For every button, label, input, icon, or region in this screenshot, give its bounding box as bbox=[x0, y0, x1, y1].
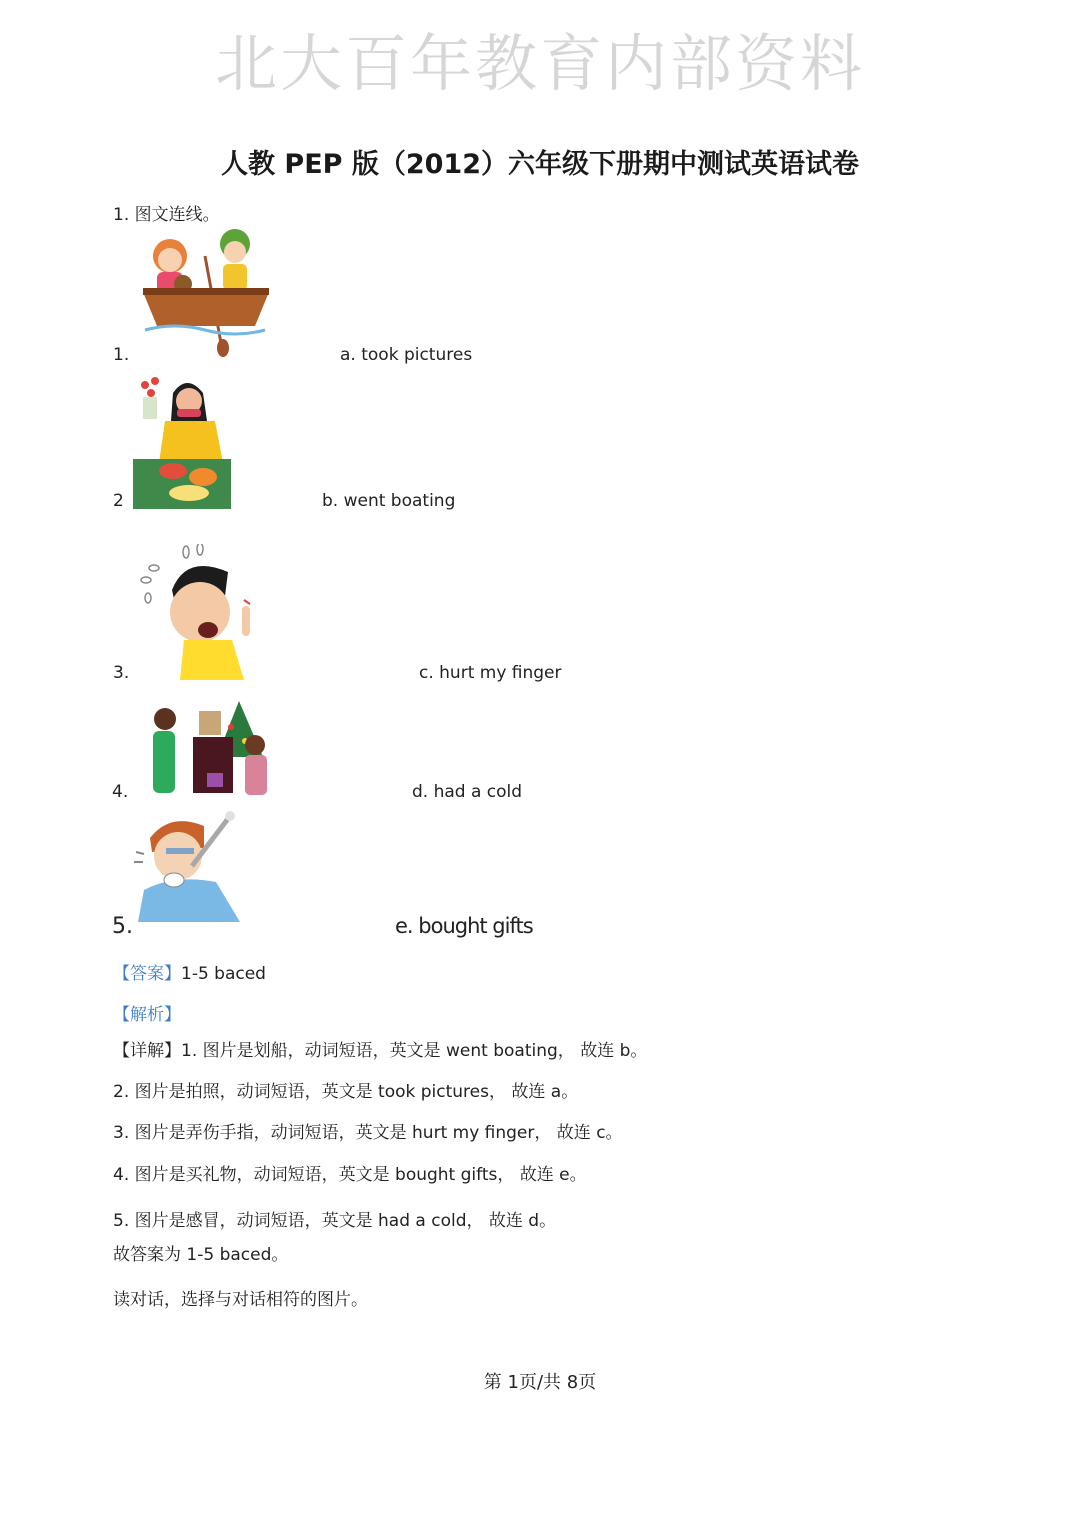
match-option-b: b. went boating bbox=[322, 491, 456, 511]
match-option-d: d. had a cold bbox=[412, 782, 523, 802]
cold-image bbox=[134, 808, 244, 926]
buying-gifts-image bbox=[147, 697, 271, 799]
detail-line-4: 4. 图片是买礼物，动词短语，英文是 bought gifts， 故连 e。 bbox=[113, 1165, 587, 1185]
page-footer: 第 1页/共 8页 bbox=[483, 1372, 597, 1393]
question-heading: 1. 图文连线。 bbox=[113, 205, 220, 225]
answer-text: 1-5 baced bbox=[181, 964, 266, 984]
watermark: 北大百年教育内部资料 bbox=[214, 27, 865, 100]
match-number-3: 3. bbox=[113, 663, 130, 683]
match-number-1: 1. bbox=[113, 345, 130, 365]
match-option-c: c. hurt my finger bbox=[419, 663, 562, 683]
detail-line-2: 2. 图片是拍照，动词短语，英文是 took pictures， 故连 a。 bbox=[113, 1082, 579, 1102]
boating-children-image bbox=[135, 226, 275, 358]
page-title: 人教 PEP 版（2012）六年级下册期中测试英语试卷 bbox=[221, 149, 859, 180]
match-number-5: 5. bbox=[112, 914, 133, 939]
next-instruction: 读对话，选择与对话相符的图片。 bbox=[113, 1290, 368, 1310]
answer-label: 【答案】 bbox=[113, 964, 181, 984]
detail-text: 图片是划船，动词短语，英文是 went boating， 故连 b。 bbox=[202, 1041, 648, 1061]
detail-line-5: 5. 图片是感冒，动词短语，英文是 had a cold， 故连 d。 bbox=[113, 1211, 557, 1231]
match-option-e: e. bought gifts bbox=[395, 914, 533, 938]
match-number-4: 4. bbox=[112, 782, 129, 802]
conclusion: 故答案为 1-5 baced。 bbox=[113, 1245, 289, 1265]
match-number-2: 2 bbox=[113, 491, 124, 511]
woman-photo-image bbox=[133, 375, 231, 509]
answer-line bbox=[113, 959, 266, 984]
match-option-a: a. took pictures bbox=[340, 345, 473, 365]
detail-line-1 bbox=[113, 1036, 647, 1061]
detail-line-3: 3. 图片是弄伤手指，动词短语，英文是 hurt my finger， 故连 c。 bbox=[113, 1123, 623, 1143]
analysis-label: 【解析】 bbox=[113, 1005, 181, 1025]
hurt-finger-image bbox=[136, 544, 266, 682]
detail-lead: 【详解】1. bbox=[113, 1041, 203, 1061]
